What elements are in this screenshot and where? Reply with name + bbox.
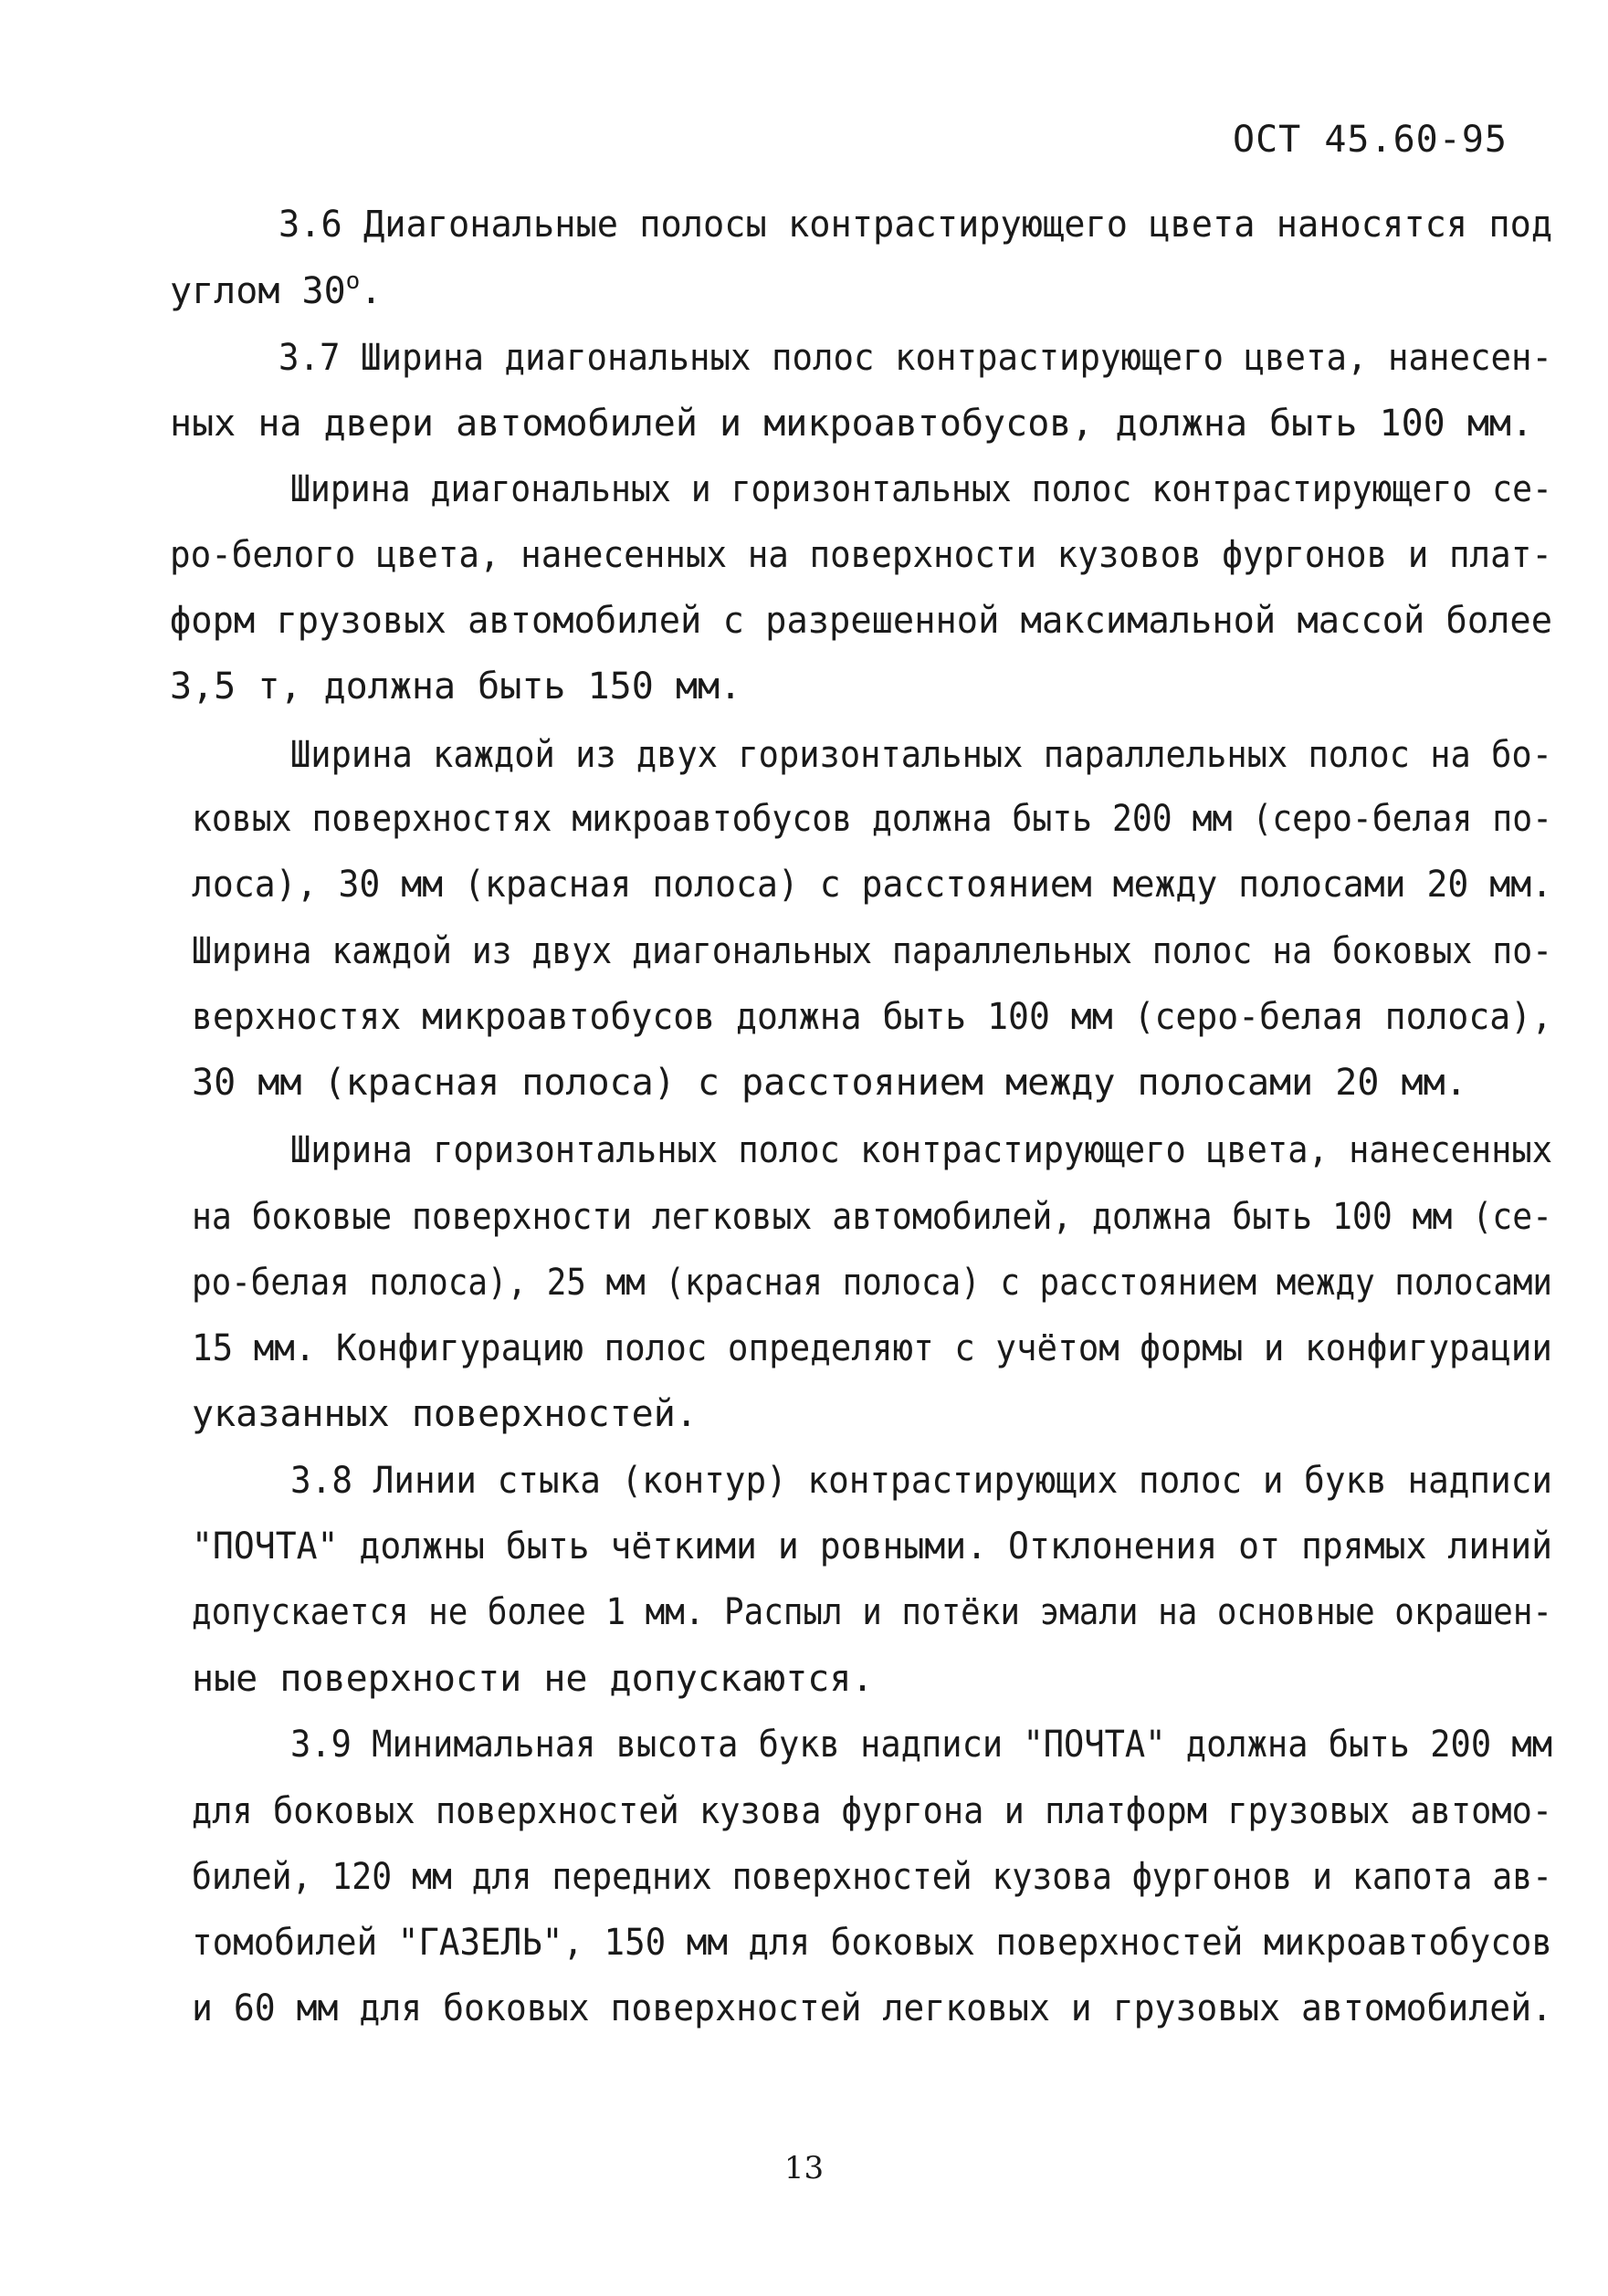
- text-line: и 60 мм для боковых поверхностей легковых и грузовых автомобилей.: [192, 1987, 1553, 2029]
- text-line: ковых поверхностях микроавтобусов должна быть 200 мм (серо-белая по-: [192, 798, 1553, 840]
- text-line: 30 мм (красная полоса) с расстоянием между полосами 20 мм.: [192, 1062, 1467, 1104]
- text-line: форм грузовых автомобилей с разрешенной максимальной массой более: [170, 600, 1553, 642]
- text-line: [170, 269, 382, 313]
- text-line: 15 мм. Конфигурацию полос определяют с учётом формы и конфигурации: [192, 1327, 1552, 1369]
- text-line: ных на двери автомобилей и микроавтобусов, должна быть 100 мм.: [170, 403, 1534, 445]
- text-line: 3.7 Ширина диагональных полос контрастирующего цвета, нанесен-: [279, 337, 1552, 379]
- text-line: Ширина горизонтальных полос контрастирующего цвета, нанесенных: [290, 1129, 1553, 1171]
- text-line: на боковые поверхности легковых автомобилей, должна быть 100 мм (се-: [192, 1196, 1553, 1238]
- text-line: 3.9 Минимальная высота букв надписи "ПОЧТА" должна быть 200 мм: [290, 1724, 1553, 1766]
- document-code: ОСТ 45.60-95: [1233, 119, 1508, 161]
- text-fragment: углом 30: [170, 270, 346, 312]
- text-line: ные поверхности не допускаются.: [192, 1658, 874, 1700]
- text-line: допускается не более 1 мм. Распыл и потёки эмали на основные окрашен-: [192, 1591, 1553, 1633]
- text-line: ро-белого цвета, нанесенных на поверхности кузовов фургонов и плат-: [170, 534, 1552, 576]
- text-line: Ширина каждой из двух горизонтальных параллельных полос на бо-: [290, 734, 1553, 776]
- text-line: 3,5 т, должна быть 150 мм.: [170, 666, 742, 708]
- text-line: лоса), 30 мм (красная полоса) с расстоянием между полосами 20 мм.: [192, 864, 1553, 906]
- text-line: Ширина каждой из двух диагональных параллельных полос на боковых по-: [192, 930, 1553, 972]
- text-line: томобилей "ГАЗЕЛЬ", 150 мм для боковых поверхностей микроавтобусов: [192, 1922, 1552, 1964]
- text-line: указанных поверхностей.: [192, 1393, 698, 1435]
- text-fragment: .: [360, 270, 383, 312]
- text-line: Ширина диагональных и горизонтальных полос контрастирующего се-: [290, 468, 1552, 510]
- text-line: "ПОЧТА" должны быть чёткими и ровными. Отклонения от прямых линий: [192, 1525, 1553, 1567]
- text-line: 3.8 Линии стыка (контур) контрастирующих полос и букв надписи: [290, 1460, 1553, 1502]
- degree-superscript: о: [345, 267, 361, 295]
- text-line: верхностях микроавтобусов должна быть 100 мм (серо-белая полоса),: [192, 996, 1553, 1038]
- text-line: ро-белая полоса), 25 мм (красная полоса) с расстоянием между полосами: [192, 1262, 1553, 1304]
- text-line: 3.6 Диагональные полосы контрастирующего цвета наносятся под: [279, 204, 1553, 246]
- text-line: для боковых поверхностей кузова фургона и платформ грузовых автомо-: [192, 1790, 1553, 1832]
- text-line: билей, 120 мм для передних поверхностей кузова фургонов и капота ав-: [192, 1856, 1553, 1898]
- page-number: 13: [783, 2150, 825, 2186]
